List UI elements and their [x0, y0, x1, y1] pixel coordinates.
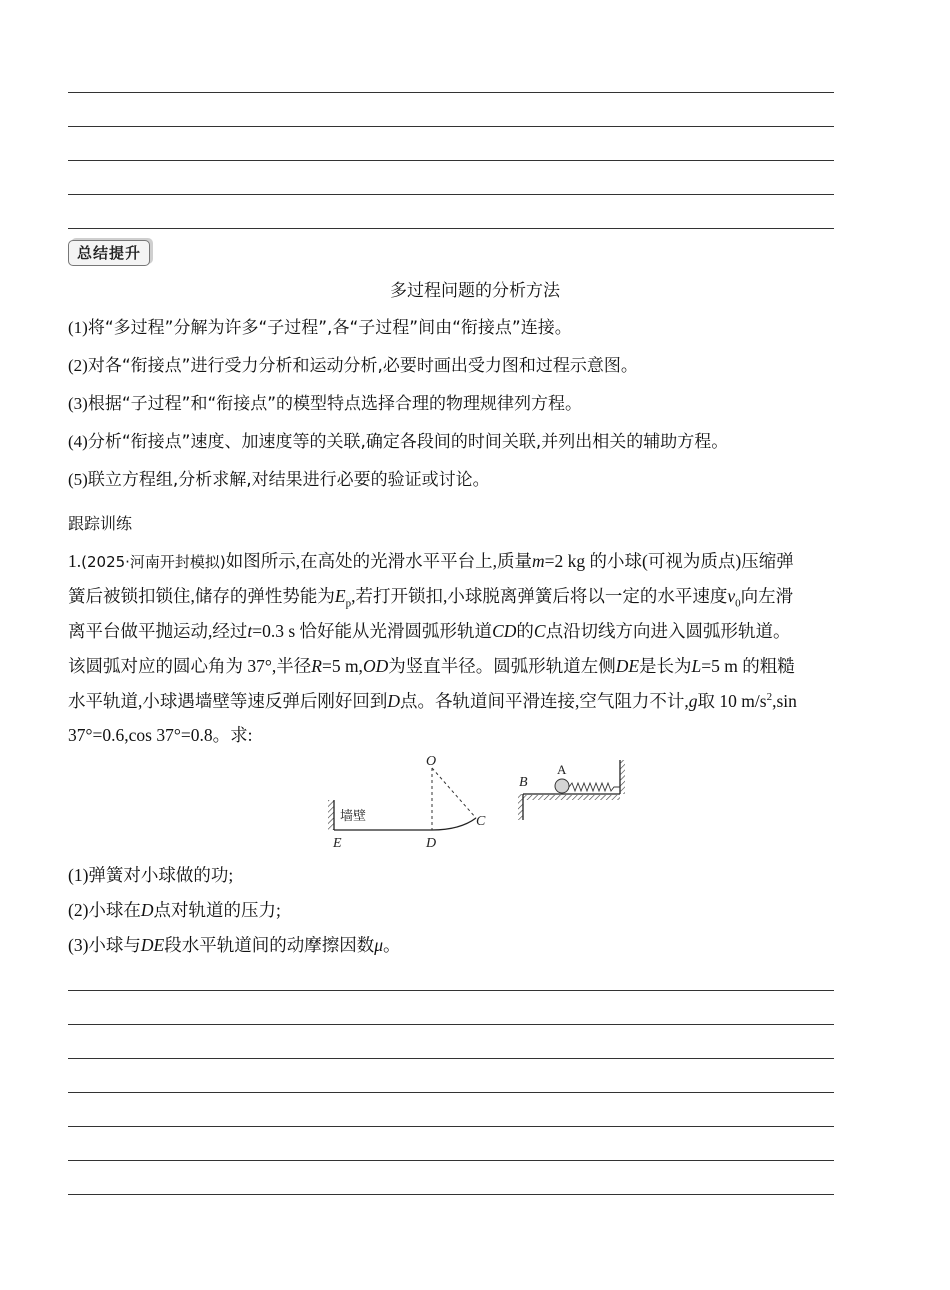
- ball-a: [555, 779, 569, 793]
- item-text: 将“多过程”分解为许多“子过程”,各“子过程”间由“衔接点”连接。: [87, 318, 572, 338]
- answer-line: [68, 1194, 834, 1195]
- arc-dc: [432, 818, 476, 830]
- text: 是长为: [639, 656, 692, 676]
- text: (2)小球在: [68, 900, 141, 920]
- text: 向左滑: [740, 586, 794, 606]
- item-number: (5): [68, 470, 88, 489]
- problem-line: [68, 653, 795, 678]
- problem-line: [68, 688, 797, 713]
- answer-line: [68, 228, 834, 229]
- text: =5 m 的粗糙: [701, 656, 795, 676]
- text: ,若打开锁扣,小球脱离弹簧后将以一定的水平速度: [351, 586, 728, 606]
- problem-line: [68, 618, 791, 643]
- text: 37°=0.6,cos 37°=0.8。求:: [68, 725, 253, 745]
- var: v: [727, 586, 736, 606]
- right-wall-hatch: [620, 760, 625, 794]
- platform-edge-hatch: [518, 794, 523, 820]
- track-figure: [320, 752, 630, 857]
- text: 该圆弧对应的圆心角为 37°,半径: [68, 656, 312, 676]
- problem-line: [68, 548, 794, 573]
- text: ,sin: [772, 691, 797, 711]
- text: 水平轨道,小球遇墙壁等速反弹后刚好回到: [68, 691, 388, 711]
- var: E: [334, 586, 346, 606]
- var: t: [247, 621, 253, 641]
- item-text: 对各“衔接点”进行受力分析和运动分析,必要时画出受力图和过程示意图。: [87, 356, 638, 376]
- text: 如图所示,在高处的光滑水平平台上,质量: [225, 551, 533, 571]
- answer-line: [68, 92, 834, 93]
- var: R: [311, 656, 322, 676]
- problem-line: [68, 722, 252, 747]
- summary-heading: 多过程问题的分析方法: [390, 281, 560, 301]
- var: C: [533, 621, 546, 641]
- var: CD: [492, 621, 517, 641]
- item-number: (1): [68, 318, 88, 337]
- label-o: O: [426, 754, 437, 769]
- var: L: [691, 656, 702, 676]
- var: DE: [615, 656, 640, 676]
- text: 点。各轨道间平滑连接,空气阻力不计,: [400, 691, 689, 711]
- answer-line: [68, 1092, 834, 1093]
- superscript: 2: [766, 691, 773, 704]
- answer-line: [68, 1024, 834, 1025]
- summary-item: [68, 465, 490, 490]
- var: μ: [374, 935, 384, 955]
- text: 点沿切线方向进入圆弧形轨道。: [545, 621, 791, 641]
- var: OD: [362, 656, 389, 676]
- problem-line: [68, 583, 793, 610]
- subscript: p: [345, 597, 352, 610]
- subscript: 0: [735, 597, 741, 610]
- training-title: 跟踪训练: [68, 514, 133, 533]
- text: 段水平轨道间的动摩擦因数: [164, 935, 375, 955]
- var: m: [532, 551, 545, 571]
- text: (1)弹簧对小球做的功;: [68, 865, 234, 885]
- answer-line: [68, 1160, 834, 1161]
- summary-item: [68, 313, 572, 338]
- text: 离平台做平抛运动,经过: [68, 621, 248, 641]
- question-1: [68, 862, 233, 887]
- problem-number: 1.: [68, 551, 82, 571]
- question-3: [68, 932, 401, 957]
- text: 取 10 m/s: [697, 691, 767, 711]
- problem-source: (2025·河南开封模拟): [81, 553, 226, 571]
- answer-line: [68, 194, 834, 195]
- item-number: (4): [68, 432, 88, 451]
- platform-hatch: [523, 795, 620, 800]
- var: D: [140, 900, 154, 920]
- text: =0.3 s 恰好能从光滑圆弧形轨道: [252, 621, 493, 641]
- item-text: 联立方程组,分析求解,对结果进行必要的验证或讨论。: [87, 470, 490, 490]
- summary-item: [68, 427, 728, 452]
- text: =2 kg 的小球(可视为质点)压缩弹: [544, 551, 794, 571]
- item-number: (2): [68, 356, 88, 375]
- text: 。: [383, 935, 401, 955]
- label-c: C: [476, 814, 486, 829]
- summary-item: [68, 389, 582, 414]
- question-2: [68, 897, 281, 922]
- label-e: E: [333, 836, 342, 851]
- wall-label: 墙壁: [340, 809, 367, 824]
- label-a: A: [557, 762, 567, 777]
- item-text: 根据“子过程”和“衔接点”的模型特点选择合理的物理规律列方程。: [87, 394, 583, 414]
- spring: [569, 783, 620, 791]
- summary-item: [68, 351, 638, 376]
- label-d: D: [426, 836, 437, 851]
- text: 的: [516, 621, 534, 641]
- answer-line: [68, 160, 834, 161]
- answer-line: [68, 990, 834, 991]
- item-number: (3): [68, 394, 88, 413]
- text: (3)小球与: [68, 935, 141, 955]
- var: g: [688, 691, 698, 711]
- radius-oc: [432, 768, 476, 818]
- text: 簧后被锁扣锁住,储存的弹性势能为: [68, 586, 335, 606]
- var: D: [387, 691, 401, 711]
- text: =5 m,: [321, 656, 363, 676]
- answer-line: [68, 1058, 834, 1059]
- answer-line: [68, 126, 834, 127]
- item-text: 分析“衔接点”速度、加速度等的关联,确定各段间的时间关联,并列出相关的辅助方程。: [87, 432, 729, 452]
- label-b: B: [519, 775, 528, 790]
- text: 为竖直半径。圆弧形轨道左侧: [388, 656, 616, 676]
- wall-hatch: [328, 800, 334, 830]
- answer-line: [68, 1126, 834, 1127]
- summary-badge: 总结提升: [68, 240, 150, 266]
- text: 点对轨道的压力;: [153, 900, 281, 920]
- var: DE: [140, 935, 165, 955]
